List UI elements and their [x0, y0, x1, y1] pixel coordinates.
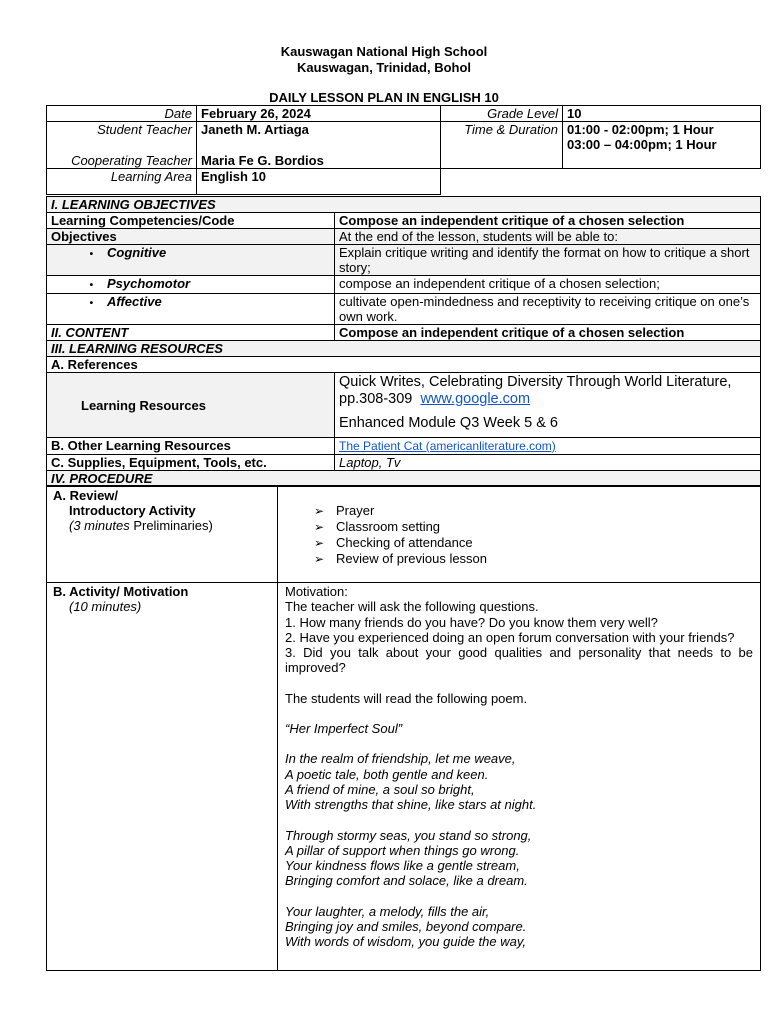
student-teacher-label: Student Teacher: [97, 122, 192, 137]
question-2: 2. Have you experienced doing an open forum conversation with your friends?: [285, 629, 735, 645]
other-resources-value: [335, 438, 761, 455]
document-title: DAILY LESSON PLAN IN ENGLISH 10: [269, 90, 499, 105]
content-value: Compose an independent critique of a chosen selection: [335, 325, 761, 341]
intro-activity-label: Introductory Activity: [69, 503, 196, 518]
activity-content-cell: [278, 583, 761, 971]
patient-cat-link[interactable]: The Patient Cat (americanliterature.com): [339, 439, 556, 453]
bullet-icon: •: [89, 298, 93, 309]
list-item: ➢ Classroom setting: [314, 519, 441, 534]
date-label: Date: [47, 106, 197, 122]
review-label-cell: [47, 486, 278, 583]
date-value: February 26, 2024: [197, 106, 441, 122]
cognitive-cell: [47, 245, 335, 276]
time-value-1: 01:00 - 02:00pm; 1 Hour: [567, 122, 714, 137]
poem-stanza-2: Through stormy seas, you stand so strong, A pillar of support when things go wrong. Your kindness flows like a gentle stream, Bringing comfort and solace, like a dream.: [285, 827, 532, 889]
activity-time: (10 minutes): [69, 599, 142, 614]
competency-value: Compose an independent critique of a chosen selection: [335, 213, 761, 229]
objectives-label: Objectives: [47, 229, 335, 245]
motivation-heading: Motivation:: [285, 584, 348, 599]
time-value-2: 03:00 – 04:00pm; 1 Hour: [567, 137, 717, 152]
poem-stanza-1: In the realm of friendship, let me weave, A poetic tale, both gentle and keen. A friend of mine, a soul so bright, With strengths that shine, like stars at night.: [285, 751, 537, 813]
supplies-label: C. Supplies, Equipment, Tools, etc.: [47, 455, 335, 471]
learning-area-label: Learning Area: [47, 169, 197, 195]
time-value-cell: [563, 122, 761, 169]
affective-cell: [47, 294, 335, 325]
teacher-labels-cell: [47, 122, 197, 169]
learning-resources-value: [335, 373, 761, 438]
question-1: 1. How many friends do you have? Do you know them very well?: [285, 614, 658, 630]
cooperating-teacher-value: Maria Fe G. Bordios: [201, 153, 324, 168]
school-address: Kauswagan, Trinidad, Bohol: [296, 60, 472, 75]
list-item: ➢ Review of previous lesson: [314, 551, 488, 566]
section-content: II. CONTENT: [47, 325, 335, 341]
info-table: [46, 105, 761, 195]
objectives-value: At the end of the lesson, students will be able to:: [335, 229, 761, 245]
review-label: A. Review/: [53, 488, 119, 503]
read-poem-instruction: The students will read the following poem.: [285, 690, 528, 706]
grade-value: 10: [563, 106, 761, 122]
teacher-values-cell: [197, 122, 441, 169]
other-resources-label: B. Other Learning Resources: [47, 438, 335, 455]
arrow-bullet-icon: ➢: [314, 536, 325, 550]
poem-stanza-3: Your laughter, a melody, fills the air, Bringing joy and smiles, beyond compare. With words of wisdom, you guide the way,: [285, 903, 527, 950]
supplies-value: Laptop, Tv: [335, 455, 761, 471]
arrow-bullet-icon: ➢: [314, 520, 325, 534]
bullet-icon: •: [89, 280, 93, 291]
lr-text-2: Enhanced Module Q3 Week 5 & 6: [339, 415, 558, 431]
psychomotor-value: compose an independent critique of a chosen selection;: [335, 276, 761, 294]
affective-value: cultivate open-mindedness and receptivity to receiving critique on one’s own work.: [335, 294, 761, 325]
google-link[interactable]: www.google.com: [420, 391, 531, 407]
arrow-bullet-icon: ➢: [314, 504, 325, 518]
grade-label: Grade Level: [441, 106, 563, 122]
review-items-list: [308, 503, 756, 567]
questions-intro: The teacher will ask the following questions.: [285, 599, 539, 615]
competency-label: Learning Competencies/Code: [47, 213, 335, 229]
time-label: Time & Duration: [441, 122, 563, 169]
list-item: ➢ Prayer: [314, 503, 375, 518]
lr-text-1: Quick Writes, Celebrating Diversity Through World Literature, pp.308-309: [339, 374, 732, 407]
activity-label-cell: [47, 583, 278, 971]
references-label: A. References: [47, 357, 761, 373]
review-items-cell: [278, 486, 761, 583]
question-3: 3. Did you talk about your good qualities and personality that needs to be improved?: [285, 645, 753, 676]
cooperating-teacher-label: Cooperating Teacher: [71, 153, 192, 168]
affective-label: Affective: [107, 294, 162, 309]
objectives-table: [46, 196, 761, 487]
section-learning-resources: III. LEARNING RESOURCES: [47, 341, 761, 357]
cognitive-label: Cognitive: [107, 245, 167, 260]
section-procedure: IV. PROCEDURE: [47, 471, 761, 487]
learning-resources-label: Learning Resources: [47, 373, 335, 438]
review-time: (3 minutes Preliminaries): [69, 518, 213, 533]
student-teacher-value: Janeth M. Artiaga: [201, 122, 309, 137]
poem-title: “Her Imperfect Soul”: [285, 721, 403, 737]
psychomotor-cell: [47, 276, 335, 294]
activity-label: B. Activity/ Motivation: [53, 584, 189, 599]
psychomotor-label: Psychomotor: [107, 276, 191, 291]
cognitive-value: Explain critique writing and identify the format on how to critique a short story;: [335, 245, 761, 276]
learning-area-value: English 10: [197, 169, 441, 195]
procedure-table: [46, 485, 761, 971]
bullet-icon: •: [89, 249, 93, 260]
list-item: ➢ Checking of attendance: [314, 535, 473, 550]
school-name: Kauswagan National High School: [280, 44, 488, 59]
arrow-bullet-icon: ➢: [314, 552, 325, 566]
section-learning-objectives: I. LEARNING OBJECTIVES: [47, 197, 761, 213]
